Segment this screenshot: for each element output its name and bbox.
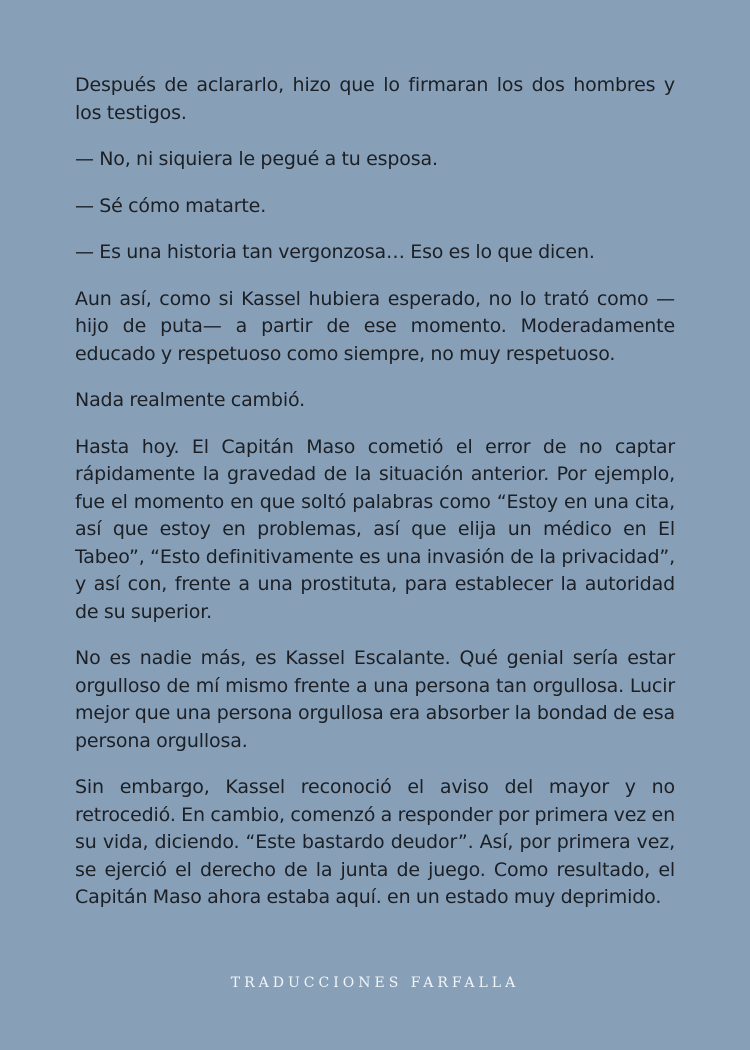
paragraph-8: No es nadie más, es Kassel Escalante. Qué genial sería estar orgulloso de mí mismo frente a una persona tan orgullosa. Lucir mejor que una persona orgullosa era absorber la bondad de esa persona orgullosa.	[75, 647, 675, 752]
paragraph-5: Aun así, como si Kassel hubiera esperado, no lo trató como — hijo de puta— a partir de ese momento. Moderadamente educado y respetuoso como siempre, no muy respetuoso.	[75, 287, 675, 365]
paragraph-4: — Es una historia tan vergonzosa… Eso es lo que dicen.	[75, 241, 595, 263]
paragraph-6: Nada realmente cambió.	[75, 389, 305, 411]
paragraph-1: Después de aclararlo, hizo que lo firmaran los dos hombres y los testigos.	[75, 74, 675, 124]
paragraph-9: Sin embargo, Kassel reconoció el aviso del mayor y no retrocedió. En cambio, comenzó a responder por primera vez en su vida, diciendo. “Este bastardo deudor”. Así, por primera vez, se ejerció el derecho de la junta de juego. Como resultado, el Capitán Maso ahora estaba aquí. en un estado muy deprimido.	[75, 776, 675, 908]
paragraph-7: Hasta hoy. El Capitán Maso cometió el error de no captar rápidamente la gravedad de la situación anterior. Por ejemplo, fue el momento en que soltó palabras como “Estoy en una cita, así que estoy en problemas, así que elija un médico en El Tabeo”, “Esto definitivamente es una invasión de la privacidad”, y así con, frente a una prostituta, para establecer la autoridad de su superior.	[75, 435, 675, 623]
paragraph-2: — No, ni siquiera le pegué a tu esposa.	[75, 148, 438, 170]
document-body	[75, 72, 675, 931]
translator-credit: TRADUCCIONES FARFALLA	[230, 975, 520, 991]
paragraph-3: — Sé cómo matarte.	[75, 194, 267, 217]
